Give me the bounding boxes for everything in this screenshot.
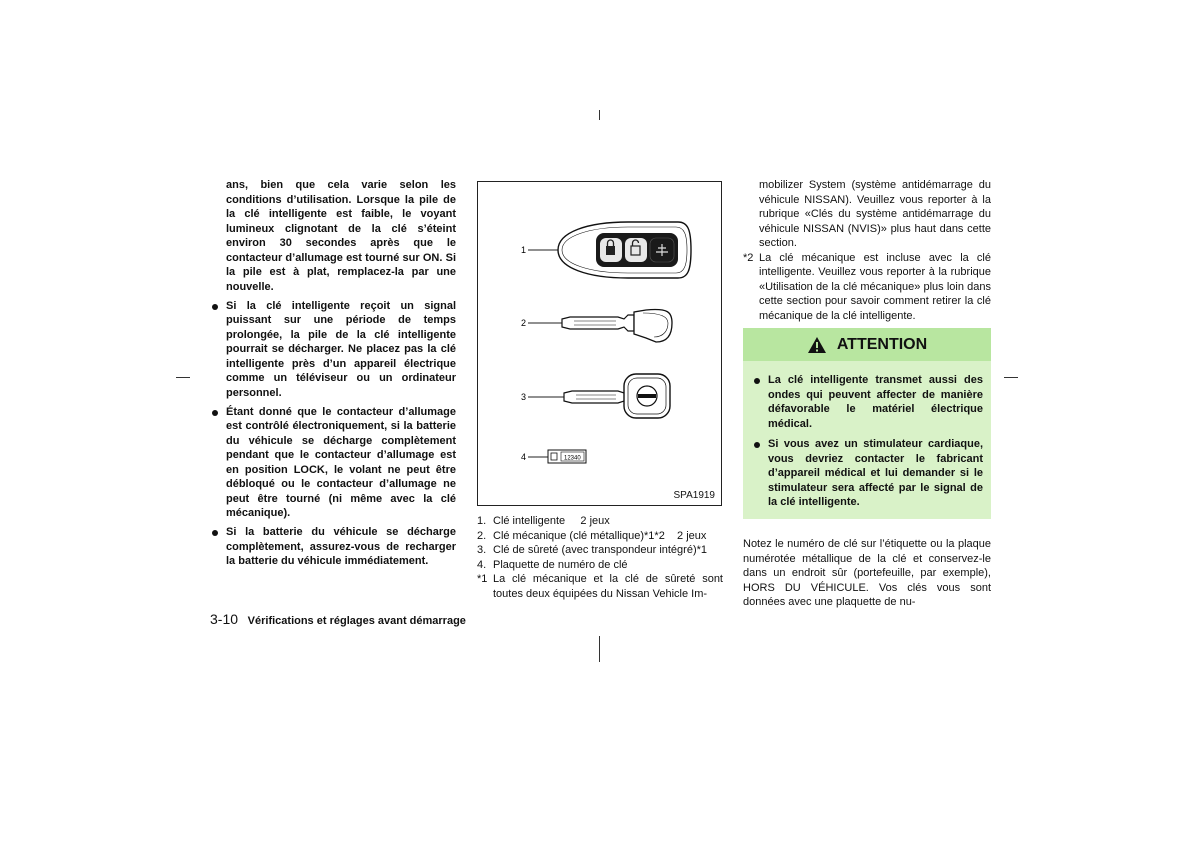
footnote-1: *1 La clé mécanique et la clé de sûreté sont toutes deux équipées du Nissan Vehicle Im- (477, 573, 723, 600)
callout-2: 2 (521, 318, 527, 328)
page-number: 3-10 (210, 611, 239, 627)
list-item: Si la clé intelligente reçoit un signal puissant sur une période de temps prolongée, la pile de la clé intelligente pourrait se décharger. Ne placez pas la clé intelligente près d’un appareil électrique comme un téléviseur ou un ordinateur personnel. (210, 299, 456, 401)
key-number-plate-icon (548, 450, 586, 463)
key-number-text: 12340 (564, 455, 581, 462)
figure-legend (477, 514, 723, 601)
list-item: Si vous avez un stimulateur cardiaque, vous devriez contacter le fabricant d’appareil médical et lui demander si le stimulateur sera affecté par le signal de la clé intelligente. (753, 437, 983, 510)
callout-4: 4 (521, 452, 527, 462)
left-bullet-list (210, 299, 456, 569)
attention-list (753, 373, 983, 516)
callout-1: 1 (521, 245, 527, 255)
legend-list (477, 514, 723, 572)
key-figure (477, 181, 722, 506)
crop-mark-left (176, 377, 190, 378)
attention-box (743, 328, 991, 519)
smart-key-icon (558, 222, 691, 278)
list-item: Étant donné que le contacteur d’allumage est contrôlé électroniquement, si la batterie du véhicule se décharge complètement pendant que le contacteur d’allumage est en position LOCK, le volant ne peut être débloqué ou le contacteur d’allumage ne peut être tourné (ni même avec la clé mécanique). (210, 405, 456, 521)
figure-code: SPA1919 (673, 490, 715, 501)
left-column (210, 178, 456, 573)
callout-3: 3 (521, 392, 527, 402)
legend-item: 4. Plaquette de numéro de clé (477, 558, 628, 571)
crop-mark-top (599, 110, 600, 120)
warning-icon (807, 336, 827, 354)
right-column (743, 178, 991, 323)
list-item: La clé intelligente transmet aussi des ondes qui peuvent affecter de manière défavorable le matériel électrique médical. (753, 373, 983, 431)
crop-mark-bottom (599, 636, 600, 662)
attention-title: ATTENTION (836, 335, 928, 353)
list-item: Si la batterie du véhicule se décharge complètement, assurez-vous de recharger la batterie du véhicule immédiatement. (210, 525, 456, 569)
section-title: Vérifications et réglages avant démarrage (247, 615, 466, 627)
legend-item: 1. Clé intelligente 2 jeux (477, 515, 610, 527)
footnote-2: *2 La clé mécanique est incluse avec la clé intelligente. Veuillez vous reporter à la rubrique «Utilisation de la clé mécanique» plus loin dans cette section pour savoir comment retirer la clé mécanique de la clé intelligente. (743, 251, 991, 322)
key-number-paragraph: Notez le numéro de clé sur l’étiquette ou la plaque numérotée métallique de la clé et conservez-le dans un endroit sûr (portefeuille, par exemple), HORS DU VÉHICULE. Vos clés vous sont données avec une plaquette de nu- (743, 538, 991, 608)
intro-paragraph: ans, bien que cela varie selon les conditions d’utilisation. Lorsque la pile de la clé intelligente est faible, le voyant lumineux clignotant de la clé s’éteint environ 30 secondes après que le contacteur d’allumage est tourné sur ON. Si la pile est à plat, remplacez-la par une nouvelle. (226, 179, 456, 293)
legend-item: 2. Clé mécanique (clé métallique)*1*2 2 jeux (477, 529, 707, 542)
footnote-1-continued: mobilizer System (système antidémarrage du véhicule NISSAN). Veuillez vous reporter à la rubrique «Clés du système antidémarrage du véhicule NISSAN (NVIS)» plus haut dans cette section. (759, 179, 991, 249)
legend-item: 3. Clé de sûreté (avec transpondeur intégré)*1 (477, 544, 708, 556)
key-illustration (478, 182, 723, 507)
crop-mark-right (1004, 377, 1018, 378)
attention-header (743, 328, 991, 361)
mechanical-key-icon (562, 310, 672, 342)
security-key-icon (564, 374, 670, 418)
page-footer (210, 611, 466, 627)
